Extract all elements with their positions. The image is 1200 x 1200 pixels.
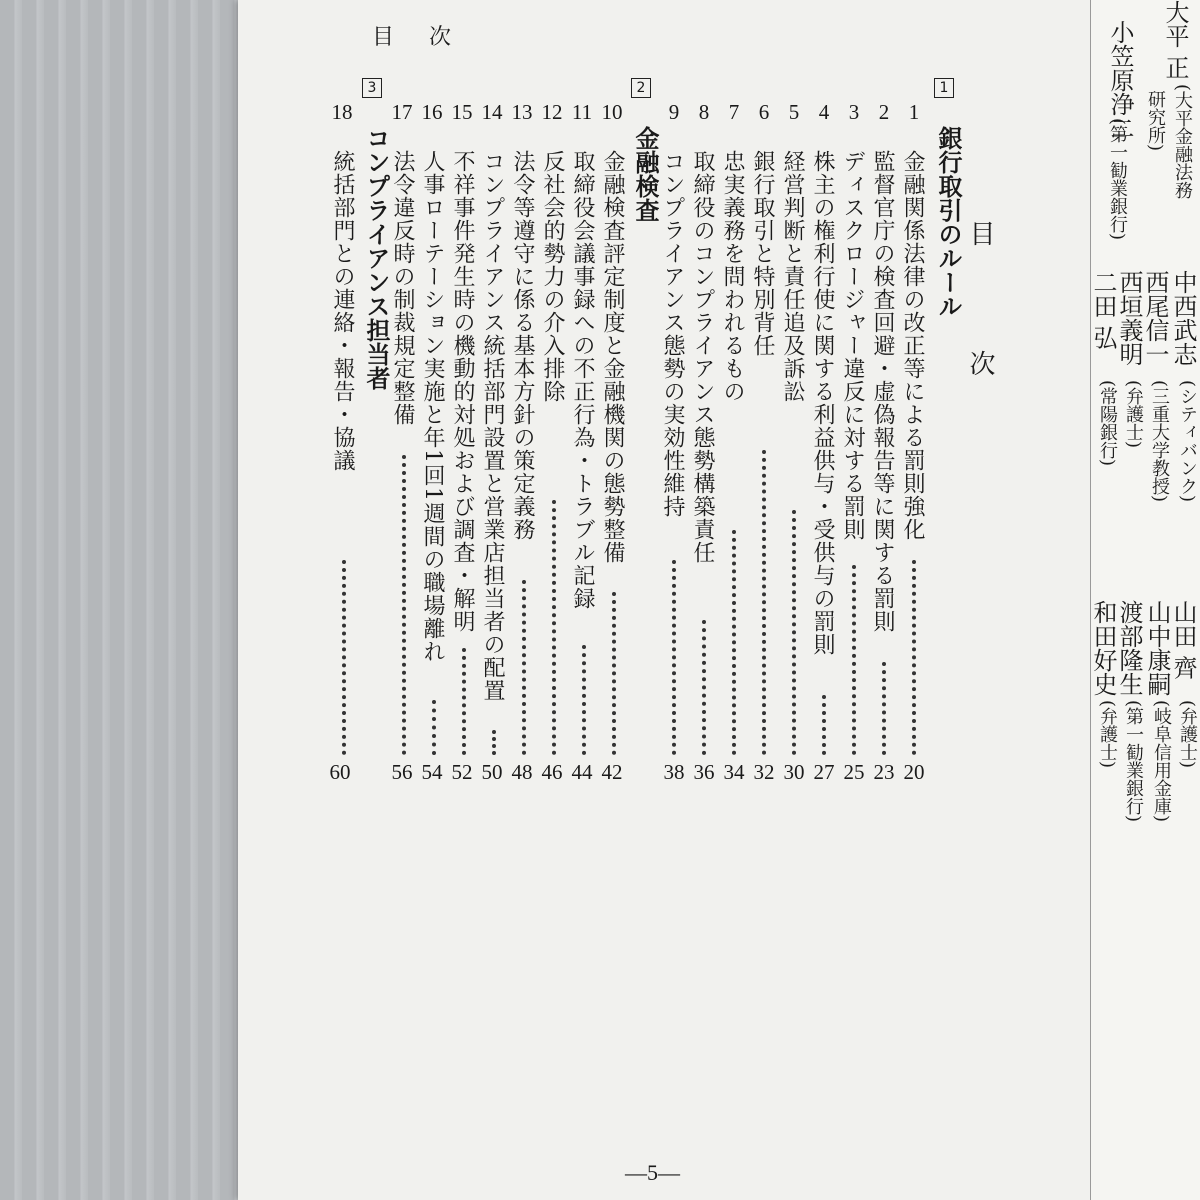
entry-title: 反社会的勢力の介入排除 <box>540 150 565 403</box>
entry-page: 42 <box>601 760 623 784</box>
entry-title: 株主の権利行使に関する利益供与・受供与の罰則 <box>810 150 835 656</box>
dot-leader <box>462 648 466 755</box>
entry-number: 5 <box>788 100 800 124</box>
contributor-name: 山中康嗣 <box>1143 600 1171 696</box>
dot-leader <box>522 580 526 755</box>
dot-leader <box>432 700 436 755</box>
dot-leader <box>882 662 886 755</box>
entry-number: 10 <box>601 100 623 124</box>
entry-title: コンプライアンス態勢の実効性維持 <box>660 150 685 518</box>
dot-leader <box>672 560 676 755</box>
entry-page: 25 <box>843 760 865 784</box>
entry-number: 4 <box>818 100 830 124</box>
entry-page: 34 <box>723 760 745 784</box>
entry-number: 14 <box>481 100 503 124</box>
entry-number: 1 <box>908 100 920 124</box>
entry-page: 50 <box>481 760 503 784</box>
entry-number: 11 <box>571 100 593 124</box>
dot-leader <box>822 695 826 755</box>
contributor-name: 渡部隆生 <box>1115 600 1143 696</box>
contributor-affiliation: (三重大学教授) <box>1149 380 1170 503</box>
contributor-name: 中西武志 <box>1169 270 1197 366</box>
contributor-affiliation: (大平金融法務 <box>1172 84 1193 200</box>
dot-leader <box>552 500 556 755</box>
page-number: —5— <box>625 1160 680 1185</box>
entry-page: 60 <box>329 760 351 784</box>
contributor-name: 西尾信一 <box>1141 270 1169 366</box>
entry-page: 20 <box>903 760 925 784</box>
entry-title: 人事ローテーション実施と年1回1週間の職場離れ <box>420 150 445 663</box>
section-title: 銀行取引のルール <box>934 126 962 318</box>
entry-title: 銀行取引と特別背任 <box>750 150 775 357</box>
dot-leader <box>792 510 796 755</box>
entry-title: 経営判断と責任追及訴訟 <box>780 150 805 403</box>
entry-title: 監督官庁の検査回避・虚偽報告等に関する罰則 <box>870 150 895 633</box>
entry-title: 法令等遵守に係る基本方針の策定義務 <box>510 150 535 541</box>
background-binder <box>0 0 238 1200</box>
dot-leader <box>732 530 736 755</box>
contributor-name: 小笠原浄二 <box>1106 20 1134 140</box>
running-head: 目 次 <box>372 25 465 50</box>
entry-number: 13 <box>511 100 533 124</box>
entry-page: 38 <box>663 760 685 784</box>
entry-title: 忠実義務を問われるもの <box>720 150 745 403</box>
entry-page: 56 <box>391 760 413 784</box>
contributor-affiliation: (岐阜信用金庫) <box>1151 700 1172 823</box>
contributor-name: 二田 弘 <box>1089 270 1117 350</box>
contributor-affiliation: (シティバンク) <box>1177 380 1198 503</box>
section-number-box: 1 <box>934 78 954 98</box>
entry-title: 金融検査評定制度と金融機関の態勢整備 <box>600 150 625 564</box>
contributor-affiliation: (第一勧業銀行) <box>1123 700 1144 823</box>
contributor-affiliation: (弁護士) <box>1097 700 1118 769</box>
contributor-affiliation: 研究所) <box>1145 90 1166 152</box>
entry-page: 32 <box>753 760 775 784</box>
dot-leader <box>342 560 346 755</box>
entry-number: 15 <box>451 100 473 124</box>
entry-number: 7 <box>728 100 740 124</box>
dot-leader <box>492 730 496 755</box>
entry-title: ディスクロージャー違反に対する罰則 <box>840 150 865 541</box>
section-title: コンプライアンス担当者 <box>362 126 390 390</box>
contributor-name: 和田好史 <box>1089 600 1117 696</box>
contributor-name: 大平 正 <box>1161 0 1189 80</box>
entry-number: 6 <box>758 100 770 124</box>
entry-number: 16 <box>421 100 443 124</box>
page-title: 目 次 <box>965 220 995 425</box>
section-title: 金融検査 <box>631 126 659 222</box>
dot-leader <box>912 560 916 755</box>
entry-number: 2 <box>878 100 890 124</box>
section-number-box: 2 <box>631 78 651 98</box>
entry-page: 52 <box>451 760 473 784</box>
entry-number: 3 <box>848 100 860 124</box>
entry-page: 48 <box>511 760 533 784</box>
entry-title: 取締役のコンプライアンス態勢構築責任 <box>690 150 715 564</box>
entry-title: 金融関係法律の改正等による罰則強化 <box>900 150 925 541</box>
entry-number: 12 <box>541 100 563 124</box>
entry-title: コンプライアンス統括部門設置と営業店担当者の配置 <box>480 150 505 702</box>
contributor-affiliation: (弁護士) <box>1177 700 1198 769</box>
contributor-affiliation: (弁護士) <box>1123 380 1144 449</box>
dot-leader <box>402 455 406 755</box>
entry-title: 統括部門との連絡・報告・協議 <box>330 150 355 472</box>
entry-page: 30 <box>783 760 805 784</box>
contributor-name: 西垣義明 <box>1115 270 1143 366</box>
dot-leader <box>762 450 766 755</box>
contributor-name: 山田 齊 <box>1169 600 1197 680</box>
entry-page: 36 <box>693 760 715 784</box>
dot-leader <box>852 565 856 755</box>
entry-page: 23 <box>873 760 895 784</box>
dot-leader <box>612 592 616 755</box>
entry-number: 17 <box>391 100 413 124</box>
entry-title: 不祥事件発生時の機動的対処および調査・解明 <box>450 150 475 633</box>
dot-leader <box>582 645 586 755</box>
entry-number: 8 <box>698 100 710 124</box>
section-number-box: 3 <box>362 78 382 98</box>
entry-page: 27 <box>813 760 835 784</box>
entry-page: 46 <box>541 760 563 784</box>
contributor-affiliation: (常陽銀行) <box>1097 380 1118 467</box>
entry-number: 18 <box>331 100 353 124</box>
entry-number: 9 <box>668 100 680 124</box>
entry-title: 取締役会議事録への不正行為・トラブル記録 <box>570 150 595 610</box>
contributor-affiliation: (第一勧業銀行) <box>1107 118 1128 241</box>
dot-leader <box>702 620 706 755</box>
entry-page: 44 <box>571 760 593 784</box>
entry-page: 54 <box>421 760 443 784</box>
entry-title: 法令違反時の制裁規定整備 <box>390 150 415 426</box>
